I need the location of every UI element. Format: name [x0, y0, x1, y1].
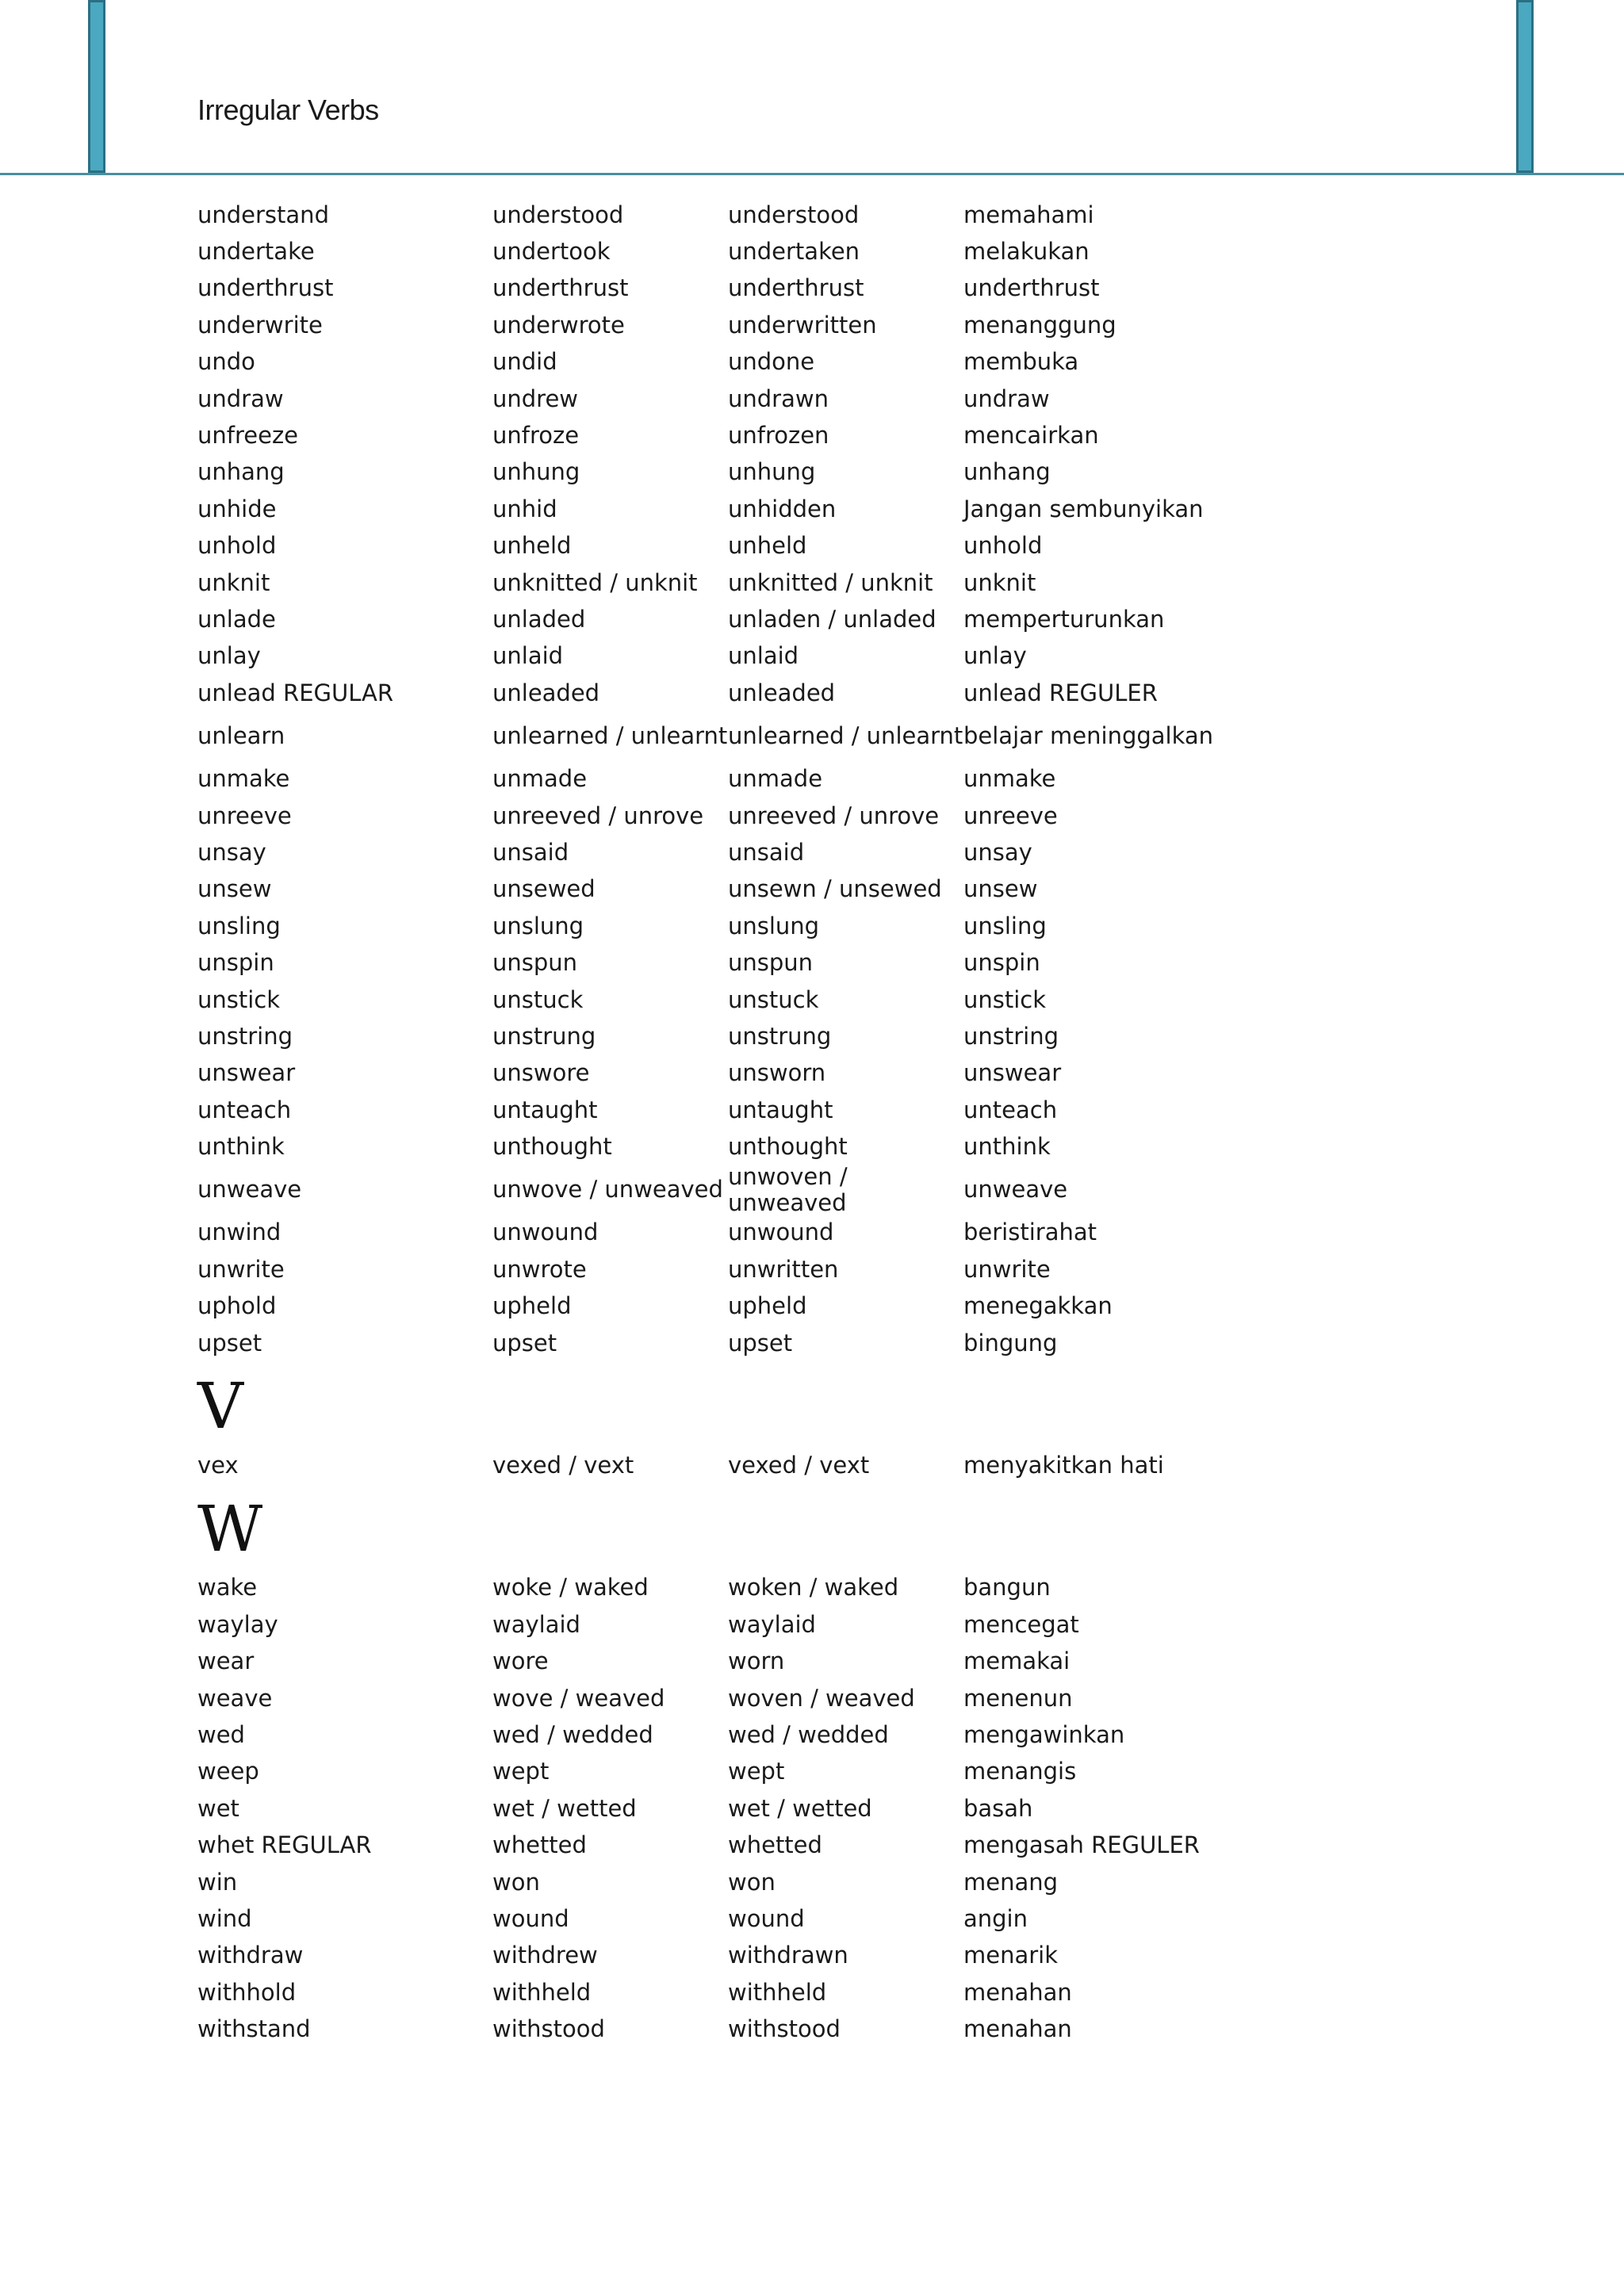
base-form-cell: vex: [197, 1452, 239, 1479]
base-form-cell: win: [197, 1868, 238, 1896]
past-simple-cell: underthrust: [492, 274, 629, 302]
translation-cell: mengasah REGULER: [963, 1831, 1200, 1859]
past-simple-cell: wore: [492, 1647, 549, 1675]
translation-cell: bangun: [963, 1574, 1051, 1601]
past-participle-cell: upset: [728, 1329, 793, 1357]
base-form-cell: undraw: [197, 385, 284, 412]
table-row: [197, 270, 1593, 307]
header-accent-bar-left: [88, 0, 105, 173]
base-form-cell: unsew: [197, 875, 272, 903]
base-form-cell: unsay: [197, 838, 266, 866]
translation-cell: menangis: [963, 1758, 1077, 1785]
translation-cell: unlead REGULER: [963, 679, 1158, 706]
translation-cell: unsew: [963, 875, 1038, 903]
table-row: [197, 1018, 1593, 1054]
past-simple-cell: wound: [492, 1904, 569, 1932]
past-simple-cell: undertook: [492, 238, 611, 266]
page-title: Irregular Verbs: [197, 94, 379, 126]
past-simple-cell: unmade: [492, 765, 588, 793]
past-participle-cell: withdrawn: [728, 1942, 848, 1969]
table-row: [197, 1162, 1593, 1216]
base-form-cell: unreeve: [197, 802, 292, 829]
base-form-cell: unwrite: [197, 1255, 285, 1283]
past-simple-cell: unlearned / unlearnt: [492, 721, 728, 749]
past-participle-cell: unstrung: [728, 1022, 832, 1050]
past-simple-cell: unsewed: [492, 875, 596, 903]
base-form-cell: wake: [197, 1574, 258, 1601]
base-form-cell: withhold: [197, 1978, 297, 2006]
past-participle-cell: wed / wedded: [728, 1720, 889, 1748]
table-row: [197, 798, 1593, 834]
translation-cell: mencairkan: [963, 422, 1099, 450]
past-participle-cell: won: [728, 1868, 776, 1896]
table-row: [197, 834, 1593, 871]
translation-cell: membuka: [963, 348, 1079, 376]
table-row: [197, 1288, 1593, 1325]
verb-table: [197, 197, 1593, 2048]
past-simple-cell: unspun: [492, 949, 578, 977]
translation-cell: unswear: [963, 1059, 1062, 1087]
table-row: [197, 638, 1593, 675]
base-form-cell: unfreeze: [197, 422, 299, 450]
table-row: [197, 944, 1593, 981]
past-simple-cell: untaught: [492, 1096, 598, 1123]
translation-cell: unteach: [963, 1096, 1058, 1123]
past-participle-cell: unsaid: [728, 838, 805, 866]
table-row: [197, 1974, 1593, 2011]
table-row: [197, 1251, 1593, 1288]
base-form-cell: unthink: [197, 1133, 285, 1161]
past-participle-cell: unfrozen: [728, 422, 829, 450]
past-participle-cell: unthought: [728, 1133, 848, 1161]
translation-cell: memahami: [963, 201, 1094, 228]
base-form-cell: understand: [197, 201, 329, 228]
past-simple-cell: unladed: [492, 605, 586, 633]
translation-cell: belajar meninggalkan: [963, 721, 1214, 749]
table-row: [197, 491, 1593, 527]
table-row: [197, 1447, 1593, 1483]
translation-cell: unlay: [963, 642, 1027, 670]
base-form-cell: wind: [197, 1904, 252, 1932]
past-simple-cell: withdrew: [492, 1942, 598, 1969]
past-simple-cell: unthought: [492, 1133, 612, 1161]
translation-cell: unknit: [963, 568, 1036, 596]
past-participle-cell: waylaid: [728, 1610, 816, 1638]
translation-cell: melakukan: [963, 238, 1090, 266]
translation-cell: mencegat: [963, 1610, 1079, 1638]
table-row: [197, 197, 1593, 233]
past-participle-cell: unladen / unladed: [728, 605, 936, 633]
table-row: [197, 675, 1593, 711]
base-form-cell: unspin: [197, 949, 274, 977]
past-simple-cell: wed / wedded: [492, 1720, 653, 1748]
past-simple-cell: unheld: [492, 532, 572, 560]
table-row: [197, 2011, 1593, 2047]
translation-cell: menyakitkan hati: [963, 1452, 1164, 1479]
table-row: [197, 1938, 1593, 1974]
past-simple-cell: vexed / vext: [492, 1452, 634, 1479]
table-row: [197, 1215, 1593, 1251]
past-participle-cell: underthrust: [728, 274, 864, 302]
past-participle-cell: unsewn / unsewed: [728, 875, 942, 903]
table-row: [197, 307, 1593, 343]
past-simple-cell: waylaid: [492, 1610, 580, 1638]
past-participle-cell: vexed / vext: [728, 1452, 870, 1479]
past-participle-cell: unhidden: [728, 495, 837, 522]
table-row: [197, 381, 1593, 417]
base-form-cell: undertake: [197, 238, 315, 266]
translation-cell: Jangan sembunyikan: [963, 495, 1204, 522]
base-form-cell: wear: [197, 1647, 255, 1675]
past-simple-cell: unleaded: [492, 679, 600, 706]
translation-cell: unhold: [963, 532, 1043, 560]
base-form-cell: unlearn: [197, 721, 285, 749]
translation-cell: unsling: [963, 912, 1047, 939]
base-form-cell: unteach: [197, 1096, 292, 1123]
past-participle-cell: unsworn: [728, 1059, 826, 1087]
base-form-cell: wet: [197, 1794, 239, 1822]
past-participle-cell: unwoven / unweaved: [728, 1162, 848, 1216]
translation-cell: unthink: [963, 1133, 1051, 1161]
past-simple-cell: woke / waked: [492, 1574, 649, 1601]
translation-cell: underthrust: [963, 274, 1100, 302]
base-form-cell: waylay: [197, 1610, 278, 1638]
past-simple-cell: unslung: [492, 912, 584, 939]
table-row: [197, 344, 1593, 381]
table-row: [197, 1754, 1593, 1790]
translation-cell: unweave: [963, 1176, 1068, 1203]
past-simple-cell: withstood: [492, 2015, 605, 2043]
past-simple-cell: unhid: [492, 495, 557, 522]
table-row: [197, 1790, 1593, 1827]
past-simple-cell: upset: [492, 1329, 557, 1357]
translation-cell: bingung: [963, 1329, 1058, 1357]
past-participle-cell: underwritten: [728, 311, 877, 339]
past-participle-cell: unleaded: [728, 679, 836, 706]
translation-cell: unsay: [963, 838, 1032, 866]
translation-cell: unspin: [963, 949, 1040, 977]
base-form-cell: undo: [197, 348, 255, 376]
past-simple-cell: unhung: [492, 458, 580, 486]
past-participle-cell: unlaid: [728, 642, 799, 670]
base-form-cell: unwind: [197, 1219, 282, 1246]
table-row: [197, 1128, 1593, 1165]
translation-cell: menahan: [963, 2015, 1072, 2043]
base-form-cell: weave: [197, 1684, 273, 1712]
past-participle-cell: unmade: [728, 765, 823, 793]
base-form-cell: unmake: [197, 765, 290, 793]
base-form-cell: upset: [197, 1329, 262, 1357]
past-participle-cell: unspun: [728, 949, 814, 977]
past-simple-cell: unwound: [492, 1219, 599, 1246]
translation-cell: mengawinkan: [963, 1720, 1125, 1748]
past-simple-cell: unknitted / unknit: [492, 568, 698, 596]
past-simple-cell: withheld: [492, 1978, 592, 2006]
past-simple-cell: wove / weaved: [492, 1684, 665, 1712]
table-row: [197, 1900, 1593, 1937]
translation-cell: menarik: [963, 1942, 1059, 1969]
table-row: [197, 454, 1593, 491]
table-row: [197, 1570, 1593, 1606]
translation-cell: unstick: [963, 985, 1047, 1013]
past-participle-cell: understood: [728, 201, 860, 228]
past-participle-cell: unheld: [728, 532, 807, 560]
table-row: [197, 871, 1593, 908]
past-participle-cell: untaught: [728, 1096, 833, 1123]
base-form-cell: underwrite: [197, 311, 323, 339]
past-participle-cell: unwritten: [728, 1255, 839, 1283]
past-participle-cell: unhung: [728, 458, 816, 486]
table-row: [197, 1325, 1593, 1361]
past-participle-cell: unslung: [728, 912, 820, 939]
past-participle-cell: woven / weaved: [728, 1684, 915, 1712]
past-participle-cell: unstuck: [728, 985, 819, 1013]
base-form-cell: withdraw: [197, 1942, 304, 1969]
table-row: [197, 1644, 1593, 1680]
base-form-cell: whet REGULAR: [197, 1831, 372, 1859]
past-participle-cell: upheld: [728, 1292, 807, 1320]
past-participle-cell: undrawn: [728, 385, 829, 412]
base-form-cell: unstring: [197, 1022, 293, 1050]
translation-cell: memakai: [963, 1647, 1071, 1675]
table-row: [197, 233, 1593, 270]
header-divider: [0, 173, 1624, 175]
base-form-cell: unhold: [197, 532, 277, 560]
base-form-cell: uphold: [197, 1292, 277, 1320]
past-participle-cell: unlearned / unlearnt: [728, 721, 963, 749]
section-letter-heading: V: [197, 1369, 243, 1444]
past-simple-cell: unstuck: [492, 985, 584, 1013]
translation-cell: angin: [963, 1904, 1028, 1932]
table-row: [197, 1716, 1593, 1753]
translation-cell: unmake: [963, 765, 1056, 793]
translation-cell: memperturunkan: [963, 605, 1165, 633]
base-form-cell: withstand: [197, 2015, 311, 2043]
base-form-cell: unlead REGULAR: [197, 679, 394, 706]
past-participle-cell: wet / wetted: [728, 1794, 872, 1822]
base-form-cell: wed: [197, 1720, 245, 1748]
translation-cell: menahan: [963, 1978, 1072, 2006]
table-row: [197, 1606, 1593, 1643]
table-row: [197, 1864, 1593, 1900]
past-participle-cell: undertaken: [728, 238, 860, 266]
past-participle-cell: withstood: [728, 2015, 841, 2043]
past-simple-cell: understood: [492, 201, 624, 228]
past-simple-cell: unlaid: [492, 642, 564, 670]
base-form-cell: unsling: [197, 912, 281, 939]
past-simple-cell: won: [492, 1868, 540, 1896]
past-participle-cell: undone: [728, 348, 815, 376]
base-form-cell: unlay: [197, 642, 261, 670]
translation-cell: undraw: [963, 385, 1050, 412]
translation-cell: basah: [963, 1794, 1033, 1822]
table-row: [197, 601, 1593, 637]
base-form-cell: underthrust: [197, 274, 334, 302]
table-row: [197, 1680, 1593, 1716]
past-participle-cell: unwound: [728, 1219, 834, 1246]
base-form-cell: unswear: [197, 1059, 296, 1087]
table-row: [197, 908, 1593, 944]
translation-cell: menegakkan: [963, 1292, 1113, 1320]
past-simple-cell: unsaid: [492, 838, 569, 866]
past-simple-cell: wept: [492, 1758, 550, 1785]
base-form-cell: unweave: [197, 1176, 302, 1203]
past-simple-cell: underwrote: [492, 311, 625, 339]
past-simple-cell: unreeved / unrove: [492, 802, 704, 829]
translation-cell: unhang: [963, 458, 1051, 486]
translation-cell: menenun: [963, 1684, 1073, 1712]
base-form-cell: weep: [197, 1758, 259, 1785]
past-simple-cell: upheld: [492, 1292, 572, 1320]
past-participle-cell: wept: [728, 1758, 785, 1785]
past-simple-cell: unswore: [492, 1059, 590, 1087]
past-simple-cell: unstrung: [492, 1022, 596, 1050]
translation-cell: unstring: [963, 1022, 1059, 1050]
past-simple-cell: undrew: [492, 385, 579, 412]
translation-cell: unreeve: [963, 802, 1058, 829]
past-participle-cell: woken / waked: [728, 1574, 899, 1601]
base-form-cell: unknit: [197, 568, 270, 596]
base-form-cell: unhide: [197, 495, 277, 522]
past-simple-cell: undid: [492, 348, 557, 376]
past-simple-cell: whetted: [492, 1831, 587, 1859]
table-row: [197, 1055, 1593, 1092]
past-participle-cell: wound: [728, 1904, 805, 1932]
table-row: [197, 711, 1593, 760]
past-simple-cell: unfroze: [492, 422, 580, 450]
table-row: [197, 760, 1593, 797]
translation-cell: beristirahat: [963, 1219, 1097, 1246]
past-participle-cell: unknitted / unknit: [728, 568, 933, 596]
past-simple-cell: wet / wetted: [492, 1794, 637, 1822]
header-accent-bar-right: [1516, 0, 1534, 173]
past-participle-cell: worn: [728, 1647, 785, 1675]
translation-cell: unwrite: [963, 1255, 1051, 1283]
base-form-cell: unstick: [197, 985, 281, 1013]
section-letter-heading: W: [197, 1491, 263, 1566]
past-simple-cell: unwove / unweaved: [492, 1176, 723, 1203]
past-participle-cell: unreeved / unrove: [728, 802, 940, 829]
table-row: [197, 1827, 1593, 1863]
translation-cell: menanggung: [963, 311, 1116, 339]
translation-cell: menang: [963, 1868, 1059, 1896]
table-row: [197, 564, 1593, 601]
table-row: [197, 528, 1593, 564]
base-form-cell: unlade: [197, 605, 276, 633]
table-row: [197, 982, 1593, 1018]
past-simple-cell: unwrote: [492, 1255, 587, 1283]
past-participle-cell: withheld: [728, 1978, 827, 2006]
table-row: [197, 417, 1593, 453]
past-participle-cell: whetted: [728, 1831, 822, 1859]
base-form-cell: unhang: [197, 458, 285, 486]
table-row: [197, 1092, 1593, 1128]
